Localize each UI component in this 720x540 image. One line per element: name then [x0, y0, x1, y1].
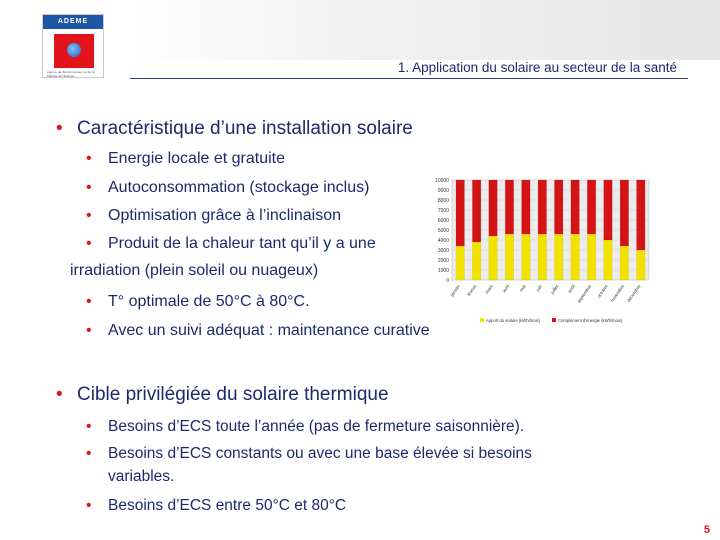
x-tick-label: juin: [534, 283, 544, 293]
bar-segment: [571, 180, 580, 234]
bar-segment: [489, 236, 498, 280]
bar-segment: [587, 180, 596, 234]
x-tick-label: novembre: [609, 283, 626, 303]
y-tick-label: 4000: [437, 238, 449, 244]
section-2-title: Cible privilégiée du solaire thermique: [77, 384, 389, 405]
ademe-logo: [42, 14, 104, 78]
bar-segment: [571, 234, 580, 280]
bar-segment: [637, 180, 646, 250]
list-item: [86, 293, 310, 311]
bullet-icon: •: [86, 445, 92, 462]
bar-segment: [554, 234, 563, 280]
x-tick-label: décembre: [626, 283, 642, 303]
legend-entry: Apport du solaire (kWh/mois): [486, 318, 540, 323]
x-tick-label: janvier: [449, 283, 462, 298]
y-tick-label: 3000: [437, 248, 449, 254]
y-tick-label: 10000: [435, 178, 449, 184]
section-1-title: Caractéristique d’une installation solaire: [77, 118, 413, 139]
list-item-text: Besoins d’ECS entre 50°C et 80°C: [108, 497, 347, 514]
bar-segment: [456, 180, 465, 246]
bar-segment: [604, 180, 613, 240]
list-item-text: Produit de la chaleur tant qu’il y a une: [108, 235, 376, 252]
x-tick-label: octobre: [596, 283, 609, 299]
list-item: [86, 207, 341, 225]
bullet-icon: •: [86, 179, 92, 196]
header-band: [130, 0, 720, 60]
bar-segment: [620, 180, 629, 246]
y-tick-label: 5000: [437, 228, 449, 234]
bullet-icon: •: [86, 207, 92, 224]
bar-segment: [472, 180, 481, 242]
bar-segment: [489, 180, 498, 236]
list-item-continuation: irradiation (plein soleil ou nuageux): [70, 262, 319, 279]
bar-segment: [620, 246, 629, 280]
list-item-text: Besoins d’ECS constants ou avec une base élevée si besoins: [108, 445, 532, 462]
list-item-text: T° optimale de 50°C à 80°C.: [108, 293, 310, 310]
bar-segment: [522, 234, 531, 280]
solar-energy-chart: [420, 172, 655, 330]
logo-tagline: Agence de l'Environnement et de la Maîtrise de l'Energie: [47, 70, 95, 78]
bar-segment: [637, 250, 646, 280]
y-tick-label: 7000: [437, 208, 449, 214]
bar-segment: [587, 234, 596, 280]
bar-segment: [456, 246, 465, 280]
x-tick-label: mai: [518, 283, 527, 293]
bar-segment: [522, 180, 531, 234]
list-item: [86, 235, 376, 253]
list-item-text: Energie locale et gratuite: [108, 150, 285, 167]
bullet-icon: •: [86, 235, 92, 252]
bar-segment: [472, 242, 481, 280]
legend-swatch: [552, 318, 556, 322]
list-item: [86, 497, 346, 515]
x-tick-label: juillet: [549, 283, 560, 295]
y-tick-label: 6000: [437, 218, 449, 224]
list-item: [86, 418, 524, 436]
bar-segment: [538, 234, 547, 280]
bar-segment: [505, 180, 514, 234]
legend-entry: Complément d'énergie (kWh/mois): [558, 318, 623, 323]
list-item-text: Optimisation grâce à l’inclinaison: [108, 207, 341, 224]
list-item: [86, 322, 430, 340]
bar-segment: [505, 234, 514, 280]
y-tick-label: 0: [446, 278, 449, 284]
bullet-icon: •: [86, 322, 92, 339]
bar-segment: [604, 240, 613, 280]
list-item: [86, 445, 532, 463]
list-item: [86, 179, 369, 197]
bullet-icon: •: [56, 384, 63, 405]
bar-segment: [554, 180, 563, 234]
legend-swatch: [480, 318, 484, 322]
y-tick-label: 2000: [437, 258, 449, 264]
y-tick-label: 1000: [437, 268, 449, 274]
list-item-text: Avec un suivi adéquat : maintenance curative: [108, 322, 430, 339]
x-tick-label: mars: [484, 283, 494, 295]
y-tick-label: 8000: [437, 198, 449, 204]
bullet-icon: •: [86, 150, 92, 167]
x-tick-label: août: [566, 283, 576, 294]
logo-red-square: [54, 34, 94, 68]
globe-icon: [67, 43, 81, 57]
page-title: 1. Application du solaire au secteur de la santé: [397, 60, 677, 75]
x-tick-label: septembre: [576, 283, 593, 304]
x-tick-label: février: [466, 283, 478, 297]
bullet-icon: •: [86, 497, 92, 514]
bullet-icon: •: [86, 293, 92, 310]
logo-brand: ADEME: [43, 15, 103, 29]
y-tick-label: 9000: [437, 188, 449, 194]
list-item: [86, 150, 285, 168]
list-item-text: Autoconsommation (stockage inclus): [108, 179, 370, 196]
header-rule: [130, 78, 688, 79]
bar-segment: [538, 180, 547, 234]
page-number: 5: [703, 524, 710, 536]
list-item-text: Besoins d’ECS toute l’année (pas de fermeture saisonnière).: [108, 418, 525, 435]
bullet-icon: •: [86, 418, 92, 435]
list-item-continuation: variables.: [108, 468, 175, 485]
bullet-icon: •: [56, 118, 63, 139]
x-tick-label: avril: [501, 283, 511, 294]
